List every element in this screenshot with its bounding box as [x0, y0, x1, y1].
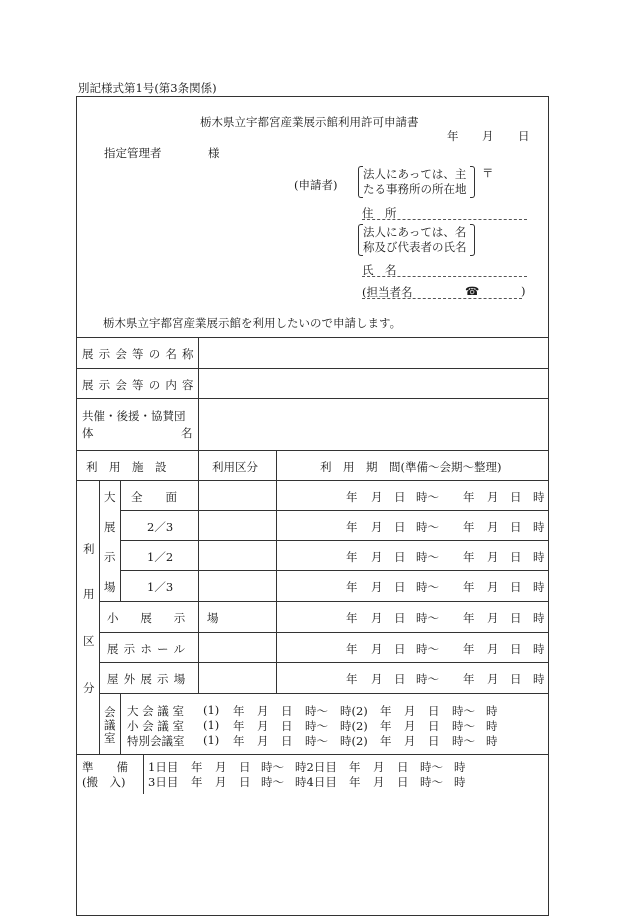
row-small-hall: 小 展 示 場	[107, 611, 224, 625]
form-title: 栃木県立宇都宮産業展示館利用許可申請書	[200, 115, 419, 129]
large-vertical-3: 示	[104, 550, 116, 564]
row-full: 全 面	[131, 490, 177, 504]
meeting-room-special: 特別会議室	[127, 734, 185, 748]
phone-icon: ☎	[465, 284, 480, 298]
name-bracket-right	[470, 224, 475, 256]
prep-label-1: 準 備	[82, 760, 128, 774]
name-label: 氏 名	[362, 263, 397, 277]
address-label: 住 所	[362, 206, 397, 220]
honorific: 様	[208, 146, 220, 160]
meeting-vertical-2: 議	[104, 718, 116, 732]
sponsor-label-1: 共催・後援・協賛団	[82, 409, 186, 423]
name-note-1: 法人にあっては、名	[363, 225, 467, 239]
form-number-label: 別記様式第1号(第3条関係)	[78, 81, 217, 95]
address-note-1: 法人にあっては、主	[363, 167, 467, 181]
row-exhibition-hall: 展示ホール	[107, 642, 191, 656]
meeting-vertical-1: 会	[104, 705, 116, 719]
large-vertical-2: 展	[104, 520, 116, 534]
usage-vertical-4: 分	[83, 681, 95, 695]
usage-vertical-1: 利	[83, 542, 95, 556]
event-name-label: 展示会等の名称	[82, 347, 199, 361]
contact-close: )	[521, 284, 526, 298]
name-note-2: 称及び代表者の氏名	[363, 240, 467, 254]
manager-label: 指定管理者	[104, 146, 162, 160]
contact-label: (担当者名	[362, 285, 413, 299]
sponsor-label-2-left: 体	[82, 426, 94, 440]
event-content-label: 展示会等の内容	[82, 378, 199, 392]
meeting-room-small: 小 会 議 室	[127, 719, 184, 733]
date-day: 日	[518, 129, 530, 143]
row-outdoor: 屋外展示場	[107, 672, 191, 686]
col-facility-header: 利 用 施 設	[86, 460, 167, 474]
col-period-header: 利 用 期 間(準備～会期～整理)	[320, 460, 502, 474]
prep-label-2: (搬 入)	[82, 775, 126, 789]
postal-mark: 〒	[482, 166, 494, 180]
meeting-room-large: 大 会 議 室	[127, 704, 184, 718]
contact-line[interactable]	[362, 298, 522, 299]
address-bracket-right	[470, 166, 475, 198]
statement: 栃木県立宇都宮産業展示館を利用したいので申請します。	[103, 316, 402, 330]
row-two-thirds: 2／3	[147, 520, 174, 534]
sponsor-label-2-right: 名	[181, 426, 193, 440]
address-note-2: たる事務所の所在地	[363, 182, 467, 196]
row-half: 1／2	[147, 550, 174, 564]
usage-vertical-2: 用	[83, 587, 95, 601]
date-year: 年	[447, 129, 459, 143]
col-usage-header: 利用区分	[212, 460, 258, 474]
large-vertical-1: 大	[104, 490, 116, 504]
address-line[interactable]	[362, 219, 527, 220]
name-line[interactable]	[362, 276, 527, 277]
usage-vertical-3: 区	[83, 634, 95, 648]
applicant-label: (申請者)	[294, 178, 338, 192]
date-month: 月	[482, 129, 494, 143]
form-page: 別記様式第1号(第3条関係) 栃木県立宇都宮産業展示館利用許可申請書 年 月 日 指定管理者 様 (申請者) 法人にあっては、主 たる事務所の所在地 〒 住 所 法人にあっては、名 称及び代表者の氏名 氏 名 (担当者名 ☎ ) 栃木県立宇都宮産業展示館を利用したいので申請します。 展示会等の名称 展示会等の内容 共催・後援・協賛団 体 名 利 用 施 設 利用区分 利 用 期 間(準備～会期～整理) 利 用 区 分 大 展 示 場 全 面 2／3 1／2 1／3 小 展 示 場 展示ホール 屋外展示場 年 月 日 時～ 年 月 日 時 年 月 日 時～ 年 月 日 時 年 月 日 時～ 年 月 日 時 年 月 日 時～ 年 月 日 時 年 月 日 時～ 年 月 日 時 年 月 日 時～ 年 月 日 時 年 月 日 時～ 年 月 日 時 会 議 室 大 会 議 室 小 会 議 室 特別会議室 (1) 年 月 日 時～ 時(2) 年 月 日 時～ 時 (1) 年 月 日 時～ 時(2) 年 月 日 時～ 時 (1) 年 月 日 時～ 時(2) 年 月 日 時～ 時 準 備 (搬 入) 1日目 年 月 日 時～ 時2日目 年 月 日 時～ 時 3日目 年 月 日 時～ 時4日目 年 月 日 時～ 時	[0, 0, 630, 903]
row-one-third: 1／3	[147, 580, 174, 594]
meeting-vertical-3: 室	[104, 731, 116, 745]
large-vertical-4: 場	[104, 580, 116, 594]
